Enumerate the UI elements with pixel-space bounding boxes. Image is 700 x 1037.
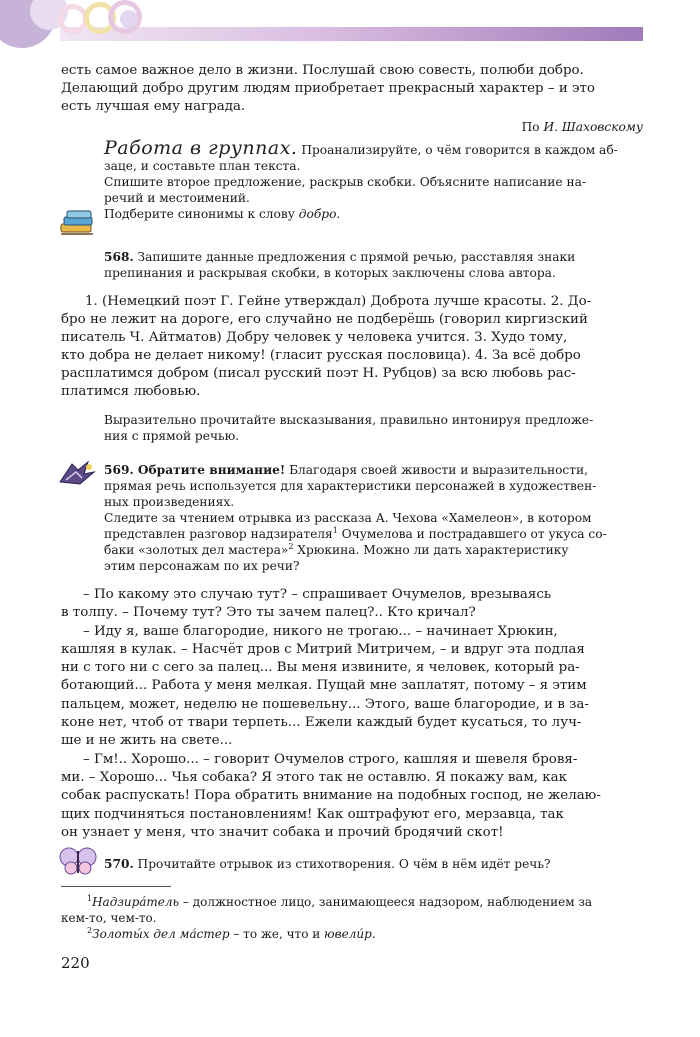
- exercise-number: 570.: [104, 857, 134, 871]
- books-icon: [58, 210, 96, 242]
- text-line: Делающий добро другим людям приобретает прекрасный характер – и это: [61, 81, 595, 96]
- text-line: есть самое важное дело в жизни. Послушай свою совесть, полюби добро.: [61, 63, 584, 78]
- exercise-569-task: 569. Обратите внимание! Благодаря своей живости и выразительности, прямая речь используется для характеристики персонажей в художествен- ных произведениях. Следите за чтением отрывка из рассказа А. Чехова «Хамелеон», в котором представлен разговор надзирателя$^1$ Очумелова и пострадавшего от укуса со- баки «золотых дел мастера»$^2$ Хрюкина. Можно ли дать характеристику этим персонажам по их речи?: [104, 463, 607, 573]
- header-bar: [60, 27, 643, 41]
- attribution: По И. Шаховскому: [521, 120, 643, 134]
- group-work-section: Работа в группах. Проанализируйте, о чём говорится в каждом аб- заце, и составьте план текста. Спишите второе предложение, раскрыв скобки. Объясните написание на- речий и местоимений. Подберите синонимы к слову добро.: [104, 137, 618, 221]
- exercise-number: 569.: [104, 463, 134, 477]
- page-header-decoration: [0, 0, 700, 60]
- text-line: есть лучшая ему награда.: [61, 99, 246, 114]
- butterfly-icon: [58, 846, 98, 880]
- exercise-568-text: 1. (Немецкий поэт Г. Гейне утверждал) Доброта лучше красоты. 2. До- бро не лежит на дороге, его случайно не подберёшь (говорил киргизский писатель Ч. Айтматов) Добру человек у человека учится. 3. Худо тому, кто добра не делает никому! (гласит русская пословица). 4. За всё добро расплатимся добром (писал русский поэт Н. Рубцов) за всю любовь рас- платимся любовью.: [61, 294, 592, 399]
- exercise-568-task: 568. Запишите данные предложения с прямой речью, расставляя знаки препинания и раскрывая скобки, в которых заключены слова автора.: [104, 250, 576, 280]
- footnote-divider: [61, 886, 171, 887]
- top-paragraph: [61, 62, 643, 135]
- story-excerpt: – По какому это случаю тут? – спрашивает Очумелов, врезываясь в толпу. – Почему тут? Это ты зачем палец?.. Кто кричал? – Иду я, ваше благородие, никого не трогаю... – начинает Хрюкин, кашляя в кулак. – Насчёт дров с Митрий Митричем, – и вдруг эта подлая ни с того ни с сего за палец... Вы меня извините, я человек, который ра- ботающий... Работа у меня мелкая. Пущай мне заплатят, потому – я этим пальцем, может, неделю не пошевельну... Этого, ваше благородие, и в за- коне нет, чтоб от твари терпеть... Ежели каждый будет кусаться, то луч- ше и не жить на свете... – Гм!.. Хорошо... – говорит Очумелов строго, кашляя и шевеля бровя- ми. – Хорошо... Чья собака? Я этого так не оставлю. Я покажу вам, как собак распускать! Пора обратить внимание на подобных господ, не желаю- щих подчиняться постановлениям! Как оштрафуют его, мерзавца, так он узнает у меня, что значит собака и прочий бродячий скот!: [61, 587, 601, 840]
- footnotes: $^1$Надзира́тель – должностное лицо, занимающееся надзором, наблюдением за кем-то, чем-то. $^2$Золоты́х дел ма́стер – то же, что и ювели́р.: [61, 894, 593, 941]
- pen-icon: [58, 460, 98, 490]
- page-number: 220: [61, 954, 90, 972]
- exercise-number: 568.: [104, 250, 134, 264]
- exercise-570-task: 570. Прочитайте отрывок из стихотворения. О чём в нём идёт речь?: [104, 857, 551, 871]
- decor-circle: [120, 10, 138, 28]
- exercise-568-followup: Выразительно прочитайте высказывания, правильно интонируя предложе- ния с прямой речью.: [104, 413, 594, 443]
- group-work-heading: Работа в группах.: [104, 137, 298, 159]
